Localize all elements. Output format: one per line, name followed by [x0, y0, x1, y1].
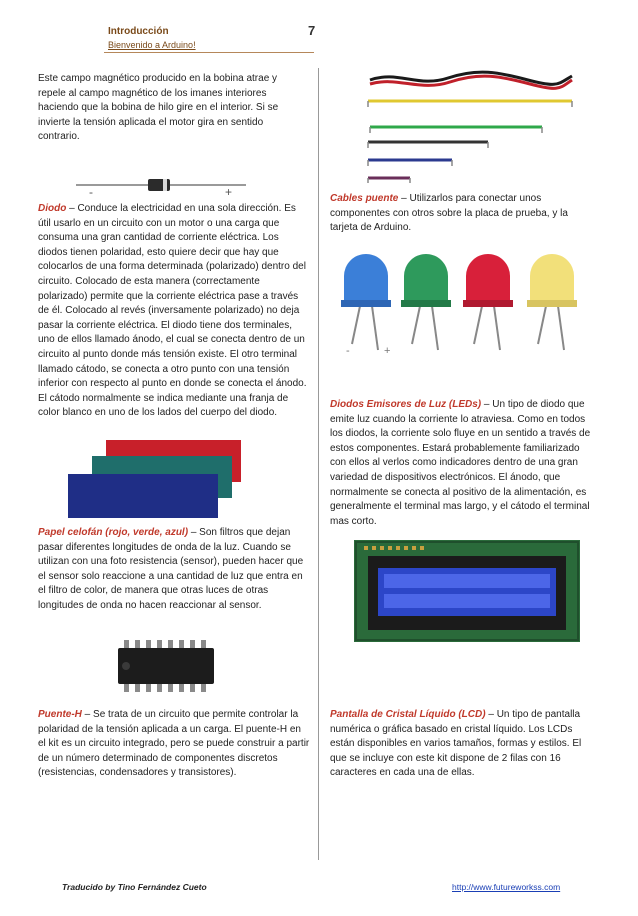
footer-credit: Traducido by Tino Fernández Cueto [62, 882, 207, 892]
led-plus-label: + [384, 345, 391, 357]
jumper-wires-image [358, 66, 580, 186]
lcd-paragraph [330, 708, 598, 781]
diode-image [76, 176, 246, 198]
leds-image [338, 248, 586, 360]
cables-paragraph [330, 192, 592, 236]
diode-plus-label: + [225, 185, 233, 199]
h-bridge-text: – Se trata de un circuito que permite controlar la polaridad de la tensión aplicada a un carga. El puente-H en el kit es un circuito integrado, pero se puede construir a partir de un número determinado de componentes discretos (resistencias, condensadores y transistores). [38, 709, 310, 779]
leds-text: – Un tipo de diodo que emite luz cuando la corriente lo atraviesa. Como en todos los diodos, la corriente solo fluye en un sentido a través de estos componentes. Estará probablemente familiarizado con ellos al verlos como indicadores dentro de una gran variedad de dispositivos electrónicos. El ánodo, que normalmente se conecta al positivo de la alimentación, es generalmente el terminal mas largo, y el cátodo el terminal mas corto. [330, 399, 591, 527]
cellophane-term: Papel celofán (rojo, verde, azul) [38, 527, 189, 538]
cellophane-text: – Son filtros que dejan pasar diferentes longitudes de onda de la luz. Cuando se utilizan con una foto resistencia (sensor), pueden hacer que el sensor solo reaccione a una cantidad de luz que entra en el filtro de color, de manera que otras luces de otras longitudes de onda no hacen reaccionar al sensor. [38, 527, 304, 611]
diode-minus-label: - [89, 185, 93, 199]
led-minus-label: - [346, 345, 350, 357]
h-bridge-chip-image [118, 640, 214, 694]
cables-text: – Utilizarlos para conectar unos componentes con otros sobre la placa de prueba, y la tarjeta de Arduino. [330, 193, 568, 234]
cables-term: Cables puente [330, 193, 399, 204]
leds-term: Diodos Emisores de Luz (LEDs) [330, 399, 482, 410]
diode-text: – Conduce la electricidad en una sola dirección. Es útil usarlo en un circuito con un motor o una carga que consuma una gran cantidad de corriente eléctrica. Los diodos tienen polaridad, esto quiere decir que hay que colocarlos de una forma determinada (polarizado) dentro del circuito. Colocado de esta manera (correctamente polarizado) permite que la corriente eléctrica pase a través de él. Colocado al revés (inversamente polarizado) no deja pasar la corriente eléctrica. El diodo tiene dos terminales, uno de ellos llamado ánodo, el cual se conecta dentro de un circuito al punto donde más tensión existe. El otro terminal llamado cátodo, se conecta a otro punto con una tensión inferior con respecto al punto en donde se conecta el ánodo. El cátodo normalmente se indica mediante una franja de color blanco en uno de los lados del cuerpo del diodo. [38, 203, 307, 419]
header-rule [104, 52, 314, 53]
diode-term: Diodo [38, 203, 67, 214]
header-title: Introducción [108, 26, 169, 37]
h-bridge-paragraph [38, 708, 310, 781]
footer-website-link[interactable]: http://www.futureworkss.com [452, 882, 561, 892]
intro-paragraph: Este campo magnético producido en la bobina atrae y repele al campo magnético de los imanes interiores haciendo que la bobina de hilo gire en el interior. Si se invierte la tensión aplicada el motor gira en sentido contrario. [38, 73, 279, 143]
lcd-image [354, 540, 580, 642]
h-bridge-term: Puente-H [38, 709, 82, 720]
leds-paragraph [330, 398, 592, 529]
lcd-term: Pantalla de Cristal Líquido (LCD) [330, 709, 486, 720]
cellophane-paragraph [38, 526, 310, 614]
column-divider [318, 68, 319, 860]
page-number: 7 [308, 23, 316, 38]
lcd-text: – Un tipo de pantalla numérica o gráfica basado en cristal líquido. Los LCDs están disponibles en varios tamaños, formas y estilos. El que se incluye con este kit dispone de 2 filas con 16 caracteres en cada una de ellas. [330, 709, 582, 779]
cellophane-image [66, 440, 246, 520]
header-subtitle-link[interactable]: Bienvenido a Arduino! [108, 40, 196, 50]
diode-paragraph [38, 202, 308, 421]
